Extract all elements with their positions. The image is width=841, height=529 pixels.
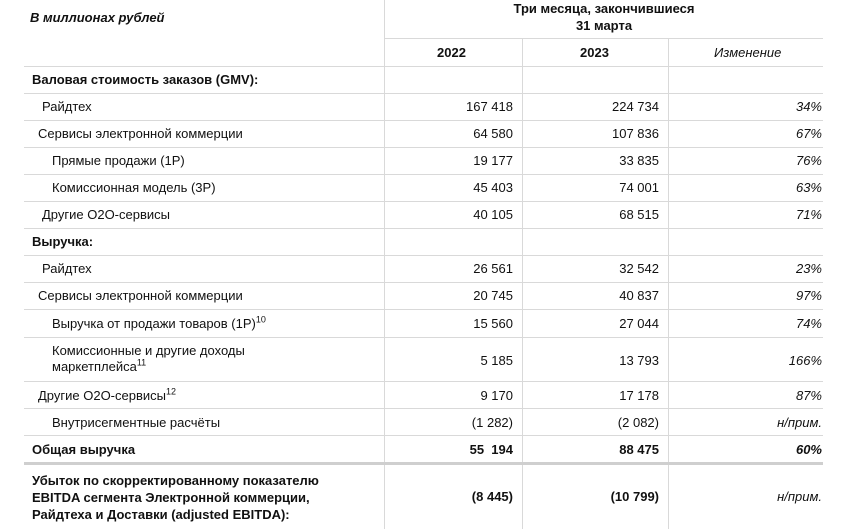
- value-2022: 55 194: [469, 442, 513, 457]
- value-2023: 27 044: [619, 316, 659, 331]
- value-2022: (8 445): [471, 489, 513, 504]
- value-2022: 15 560: [473, 316, 513, 331]
- row-divider: [24, 147, 823, 148]
- column-header-2022: 2022: [437, 45, 466, 60]
- footnote-marker: 11: [136, 357, 147, 368]
- value-change: 60%: [795, 442, 822, 457]
- value-change: 34%: [795, 99, 822, 114]
- value-2022: 45 403: [473, 180, 513, 195]
- value-change: 97%: [795, 288, 822, 303]
- row-divider: [24, 120, 823, 121]
- value-change: 63%: [795, 180, 822, 195]
- value-2023: 13 793: [619, 353, 659, 368]
- row-label-text: Другие O2O-сервисы: [38, 388, 166, 403]
- value-change: 71%: [795, 207, 822, 222]
- row-label: [52, 316, 266, 331]
- row-divider: [24, 309, 823, 310]
- row-label: Другие O2O-сервисы: [42, 207, 170, 222]
- row-label: Прямые продажи (1P): [52, 153, 185, 168]
- period-line-1: Три месяца, закончившиеся: [513, 1, 695, 16]
- row-label: Комиссионная модель (3P): [52, 180, 216, 195]
- row-label-text: Выручка от продажи товаров (1P): [52, 316, 256, 331]
- value-2022: 167 418: [466, 99, 513, 114]
- row-divider: [384, 38, 823, 39]
- column-header-2023: 2023: [580, 45, 609, 60]
- row-divider: [24, 337, 823, 338]
- value-2022: (1 282): [471, 415, 513, 430]
- value-2023: 88 475: [619, 442, 659, 457]
- total-divider: [24, 462, 823, 465]
- row-label: [32, 472, 319, 523]
- value-2023: 68 515: [619, 207, 659, 222]
- row-divider: [24, 228, 823, 229]
- row-divider: [24, 408, 823, 409]
- value-2022: 40 105: [473, 207, 513, 222]
- row-divider: [24, 282, 823, 283]
- value-2022: 5 185: [480, 353, 513, 368]
- row-label-line-1: Убыток по скорректированному показателю: [32, 473, 319, 488]
- row-label: Общая выручка: [32, 442, 136, 457]
- row-label: Райдтех: [42, 99, 92, 114]
- value-2022: 20 745: [473, 288, 513, 303]
- row-divider: [24, 201, 823, 202]
- row-label-line-2: EBITDA сегмента Электронной коммерции,: [32, 490, 310, 505]
- value-2023: 74 001: [619, 180, 659, 195]
- value-2023: (10 799): [610, 489, 659, 504]
- value-2023: 107 836: [612, 126, 659, 141]
- period-line-2: 31 марта: [575, 18, 633, 33]
- row-label: Валовая стоимость заказов (GMV):: [32, 72, 259, 87]
- row-label-line-1: Комиссионные и другие доходы: [52, 343, 245, 358]
- row-divider: [24, 435, 823, 436]
- value-change: 67%: [795, 126, 822, 141]
- column-divider: [522, 39, 523, 529]
- units-caption: В миллионах рублей: [30, 10, 165, 25]
- row-label: Сервисы электронной коммерции: [38, 126, 243, 141]
- value-change: 76%: [795, 153, 822, 168]
- row-label-line-2: маркетплейса: [52, 359, 137, 374]
- value-change: 87%: [795, 388, 822, 403]
- row-label: [52, 343, 245, 375]
- row-label: Сервисы электронной коммерции: [38, 288, 243, 303]
- column-header-change: Изменение: [714, 45, 782, 60]
- value-2022: 64 580: [473, 126, 513, 141]
- row-label: Внутрисегментные расчёты: [52, 415, 221, 430]
- footnote-marker: 12: [166, 386, 177, 397]
- value-2023: (2 082): [617, 415, 659, 430]
- row-label: Выручка:: [32, 234, 94, 249]
- row-divider: [24, 381, 823, 382]
- row-label: [38, 388, 176, 403]
- value-2022: 19 177: [473, 153, 513, 168]
- value-2023: 17 178: [619, 388, 659, 403]
- value-2023: 40 837: [619, 288, 659, 303]
- row-divider: [24, 174, 823, 175]
- footnote-marker: 10: [255, 314, 266, 325]
- row-divider: [24, 93, 823, 94]
- value-2023: 33 835: [619, 153, 659, 168]
- value-2022: 26 561: [473, 261, 513, 276]
- value-change: 74%: [795, 316, 822, 331]
- column-divider: [384, 0, 385, 529]
- period-header: [385, 0, 823, 34]
- value-change: 166%: [788, 353, 822, 368]
- value-change: н/прим.: [777, 415, 822, 430]
- value-2022: 9 170: [480, 388, 513, 403]
- value-2023: 224 734: [612, 99, 659, 114]
- row-label: Райдтех: [42, 261, 92, 276]
- row-divider: [24, 66, 823, 67]
- row-divider: [24, 255, 823, 256]
- column-divider: [668, 39, 669, 529]
- value-change: 23%: [795, 261, 822, 276]
- row-label-line-3: Райдтеха и Доставки (adjusted EBITDA):: [32, 507, 290, 522]
- value-change: н/прим.: [777, 489, 822, 504]
- value-2023: 32 542: [619, 261, 659, 276]
